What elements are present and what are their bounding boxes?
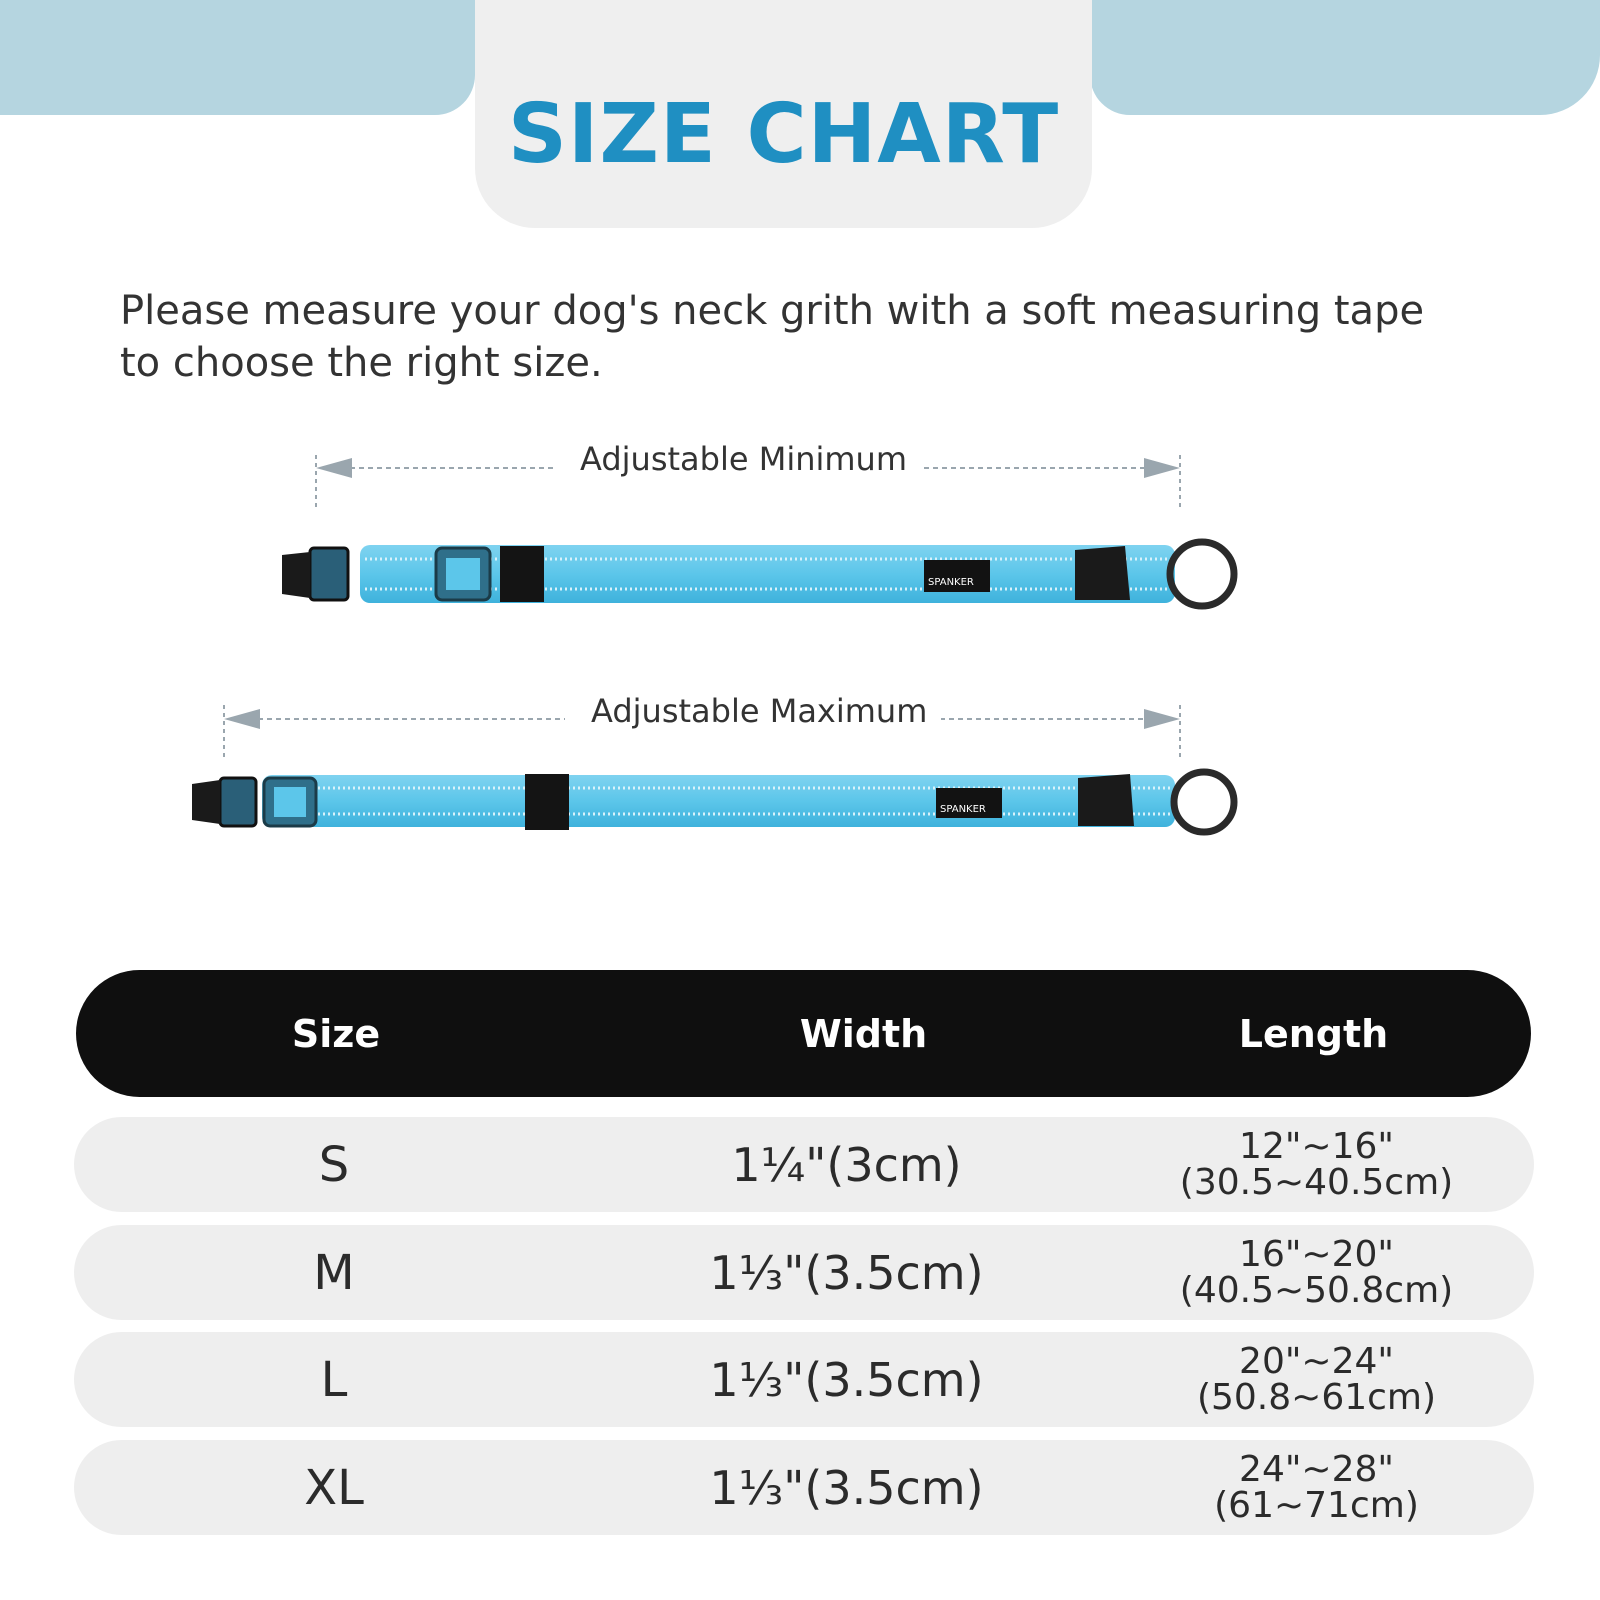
intro-text xyxy=(120,285,1500,389)
title-tab xyxy=(475,0,1092,228)
length-inches: 16"~20" xyxy=(1239,1233,1394,1275)
table-row xyxy=(74,1225,1534,1320)
adjustable-maximum-label: Adjustable Maximum xyxy=(577,692,941,730)
size-cell: S xyxy=(318,1136,350,1193)
collar-diagram xyxy=(0,430,1600,850)
intro-line-2: to choose the right size. xyxy=(120,340,603,386)
top-banner-right xyxy=(1090,0,1600,115)
table-row xyxy=(74,1117,1534,1212)
adjustable-minimum-label: Adjustable Minimum xyxy=(566,440,921,478)
brand-tag-max: SPANKER xyxy=(940,804,986,815)
table-row xyxy=(74,1332,1534,1427)
length-cell xyxy=(1099,1117,1534,1212)
arrow-left-icon xyxy=(316,458,352,478)
length-inches: 20"~24" xyxy=(1239,1340,1394,1382)
length-cell xyxy=(1099,1225,1534,1320)
page-title: SIZE CHART xyxy=(507,86,1060,182)
arrow-right-icon xyxy=(1144,709,1180,729)
size-cell: L xyxy=(320,1351,348,1408)
width-cell: 1⅓"(3.5cm) xyxy=(709,1352,984,1407)
collar-minimum xyxy=(282,542,1234,606)
length-cell xyxy=(1099,1332,1534,1427)
size-cell: M xyxy=(313,1244,355,1301)
length-cm: (30.5~40.5cm) xyxy=(1179,1161,1454,1203)
width-cell: 1¼"(3cm) xyxy=(731,1137,962,1192)
length-cell xyxy=(1099,1440,1534,1535)
top-banner-left xyxy=(0,0,475,115)
collar-maximum xyxy=(192,772,1234,832)
size-table-header xyxy=(76,970,1531,1097)
length-inches: 24"~28" xyxy=(1239,1448,1394,1490)
header-size: Size xyxy=(291,1011,381,1056)
intro-line-1: Please measure your dog's neck grith with a soft measuring tape xyxy=(120,288,1425,334)
brand-tag-min: SPANKER xyxy=(928,577,974,588)
width-cell: 1⅓"(3.5cm) xyxy=(709,1460,984,1515)
size-cell: XL xyxy=(304,1459,364,1516)
length-cm: (61~71cm) xyxy=(1214,1484,1419,1526)
header-width: Width xyxy=(799,1011,928,1056)
length-cm: (50.8~61cm) xyxy=(1196,1376,1437,1418)
length-inches: 12"~16" xyxy=(1239,1125,1394,1167)
table-row xyxy=(74,1440,1534,1535)
arrow-right-icon xyxy=(1144,458,1180,478)
arrow-left-icon xyxy=(224,709,260,729)
width-cell: 1⅓"(3.5cm) xyxy=(709,1245,984,1300)
length-cm: (40.5~50.8cm) xyxy=(1179,1269,1454,1311)
header-length: Length xyxy=(1238,1011,1389,1056)
